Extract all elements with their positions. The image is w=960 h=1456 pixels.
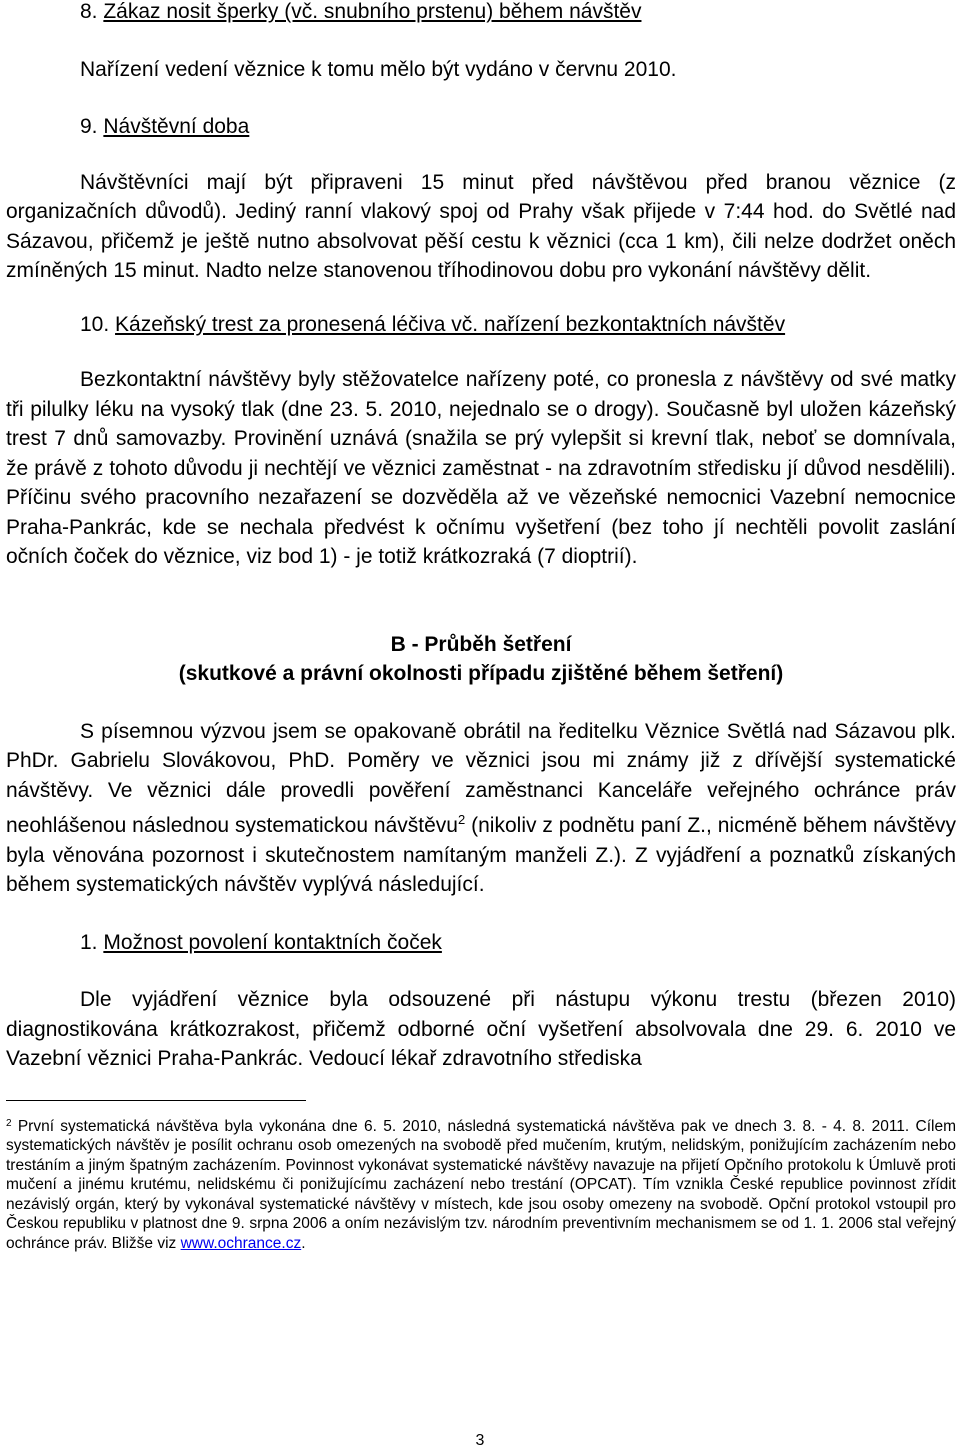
footnote-text: První systematická návštěva byla vykonána dne 6. 5. 2010, následná systematická návštěva pak ve dnech 3. 8. - 4. 8. 2011. Cílem systematických návštěv je posílit ochranu osob omezených na svobodě před mučením, krutým, nelidským, ponižujícím zacházením nebo trestáním a jiným špatným zacházením. Povinnost vykonávat systematické návštěvy navazuje na přijetí Opčního protokolu k Úmluvě proti mučení a jinému krutému, nelidskému či ponižujícímu zacházení nebo trestání (OPCAT). Tím vznikla České republice povinnost zřídit nezávislý orgán, který by vykonával systematické návštěvy v místech, kde jsou osoby omezeny na svobodě. Opční protokol vstoupil pro Českou republiku v platnost dne 9. srpna 2006 a oním nezávislým tzv. národním preventivním mechanismem se od 1. 1. 2006 stal veřejný ochránce práv. Bližše viz <box>6 1117 956 1252</box>
footnote-mark: 2 <box>6 1117 12 1129</box>
item-10-number: 10. <box>80 312 110 336</box>
document-page <box>6 0 956 1253</box>
item-10-text: Bezkontaktní návštěvy byly stěžovatelce nařízeny poté, co pronesla z návštěvy od své matky tři pilulky léku na vysoký tlak (dne 23. 5. 2010, nejednalo se o drogy). Současně byl uložen kázeňský trest 7 dnů samovazby. Provinění uznává (snažila se prý vylepšit si krevní tlak, neboť se domnívala, že právě z tohoto důvodu ji nechtějí ve věznici zaměstnat - na zdravotním středisku jí důvod nesdělili). Příčinu svého pracovního nezařazení se dozvěděla až ve vězeňské nemocnici Vazební nemocnice Praha-Pankrác, kde se nechala předvést k očnímu vyšetření (bez toho jí nechtěli povolit zaslání očních čoček do věznice, viz bod 1) - je totiž krátkozraká (7 dioptrií). <box>6 368 956 568</box>
item-10-title: Kázeňský trest za pronesená léčiva vč. nařízení bezkontaktních návštěv <box>115 312 786 336</box>
item-b1-number: 1. <box>80 930 98 954</box>
item-b1-text: Dle vyjádření věznice byla odsouzené při nástupu výkonu trestu (březen 2010) diagnostikována krátkozrakost, přičemž odborné oční vyšetření absolvovala dne 29. 6. 2010 ve Vazební věznici Praha-Pankrác. Vedoucí lékař zdravotního střediska <box>6 988 956 1070</box>
section-b-paragraph <box>6 717 956 900</box>
item-9-number: 9. <box>80 115 98 138</box>
section-b-paragraph-part2: (nikoliv z podnětu paní Z., nicméně během návštěvy byla věnována pozornost i skutečnostem namítaným manželi Z.). Z vyjádření a poznatků získaných během systematických návštěv vyplývá následující. <box>6 814 956 896</box>
item-9-title: Návštěvní doba <box>103 115 250 138</box>
item-9-heading <box>6 112 956 142</box>
footnote-end: . <box>301 1234 306 1252</box>
item-8-text: Nařízení vedení věznice k tomu mělo být vydáno v červnu 2010. <box>80 57 677 81</box>
footnote-link[interactable]: www.ochrance.cz <box>180 1234 302 1252</box>
item-b1-title: Možnost povolení kontaktních čoček <box>103 930 442 954</box>
footnote-ref[interactable]: 2 <box>458 812 466 827</box>
item-b1-heading <box>6 928 956 958</box>
item-9-text: Návštěvníci mají být připraveni 15 minut před návštěvou před branou věznice (z organizačních důvodů). Jediný ranní vlakový spoj od Prahy však přijede v 7:44 hod. do Světlé nad Sázavou, přičemž je ještě nutno absolvovat pěší cestu k věznici (cca 1 km), čili nelze dodržet oněch zmíněných 15 minut. Nadto nelze stanovenou tříhodinovou dobu pro vykonání návštěvy dělit. <box>6 170 956 282</box>
item-8-title: Zákaz nosit šperky (vč. snubního prstenu) během návštěv <box>103 0 642 23</box>
item-10-heading <box>6 310 956 340</box>
section-b-subtitle: (skutkové a právní okolnosti případu zjištěné během šetření) <box>178 662 784 685</box>
footnote <box>6 1117 956 1254</box>
item-8-number: 8. <box>80 0 98 23</box>
footnote-separator <box>6 1100 306 1101</box>
item-8-heading <box>6 0 956 27</box>
section-b-title: B - Průběh šetření <box>390 632 572 656</box>
section-b-paragraph-part1: S písemnou výzvou jsem se opakovaně obrátil na ředitelku Věznice Světlá nad Sázavou plk. PhDr. Gabrielu Slovákovou, PhD. Poměry ve věznici jsou mi známy již z dřívější systematické návštěvy. Ve věznici dále provedli pověření zaměstnanci Kanceláře veřejného ochránce práv neohlášenou následnou systematickou návštěvu <box>6 719 956 837</box>
page-number: 3 <box>475 1432 485 1449</box>
